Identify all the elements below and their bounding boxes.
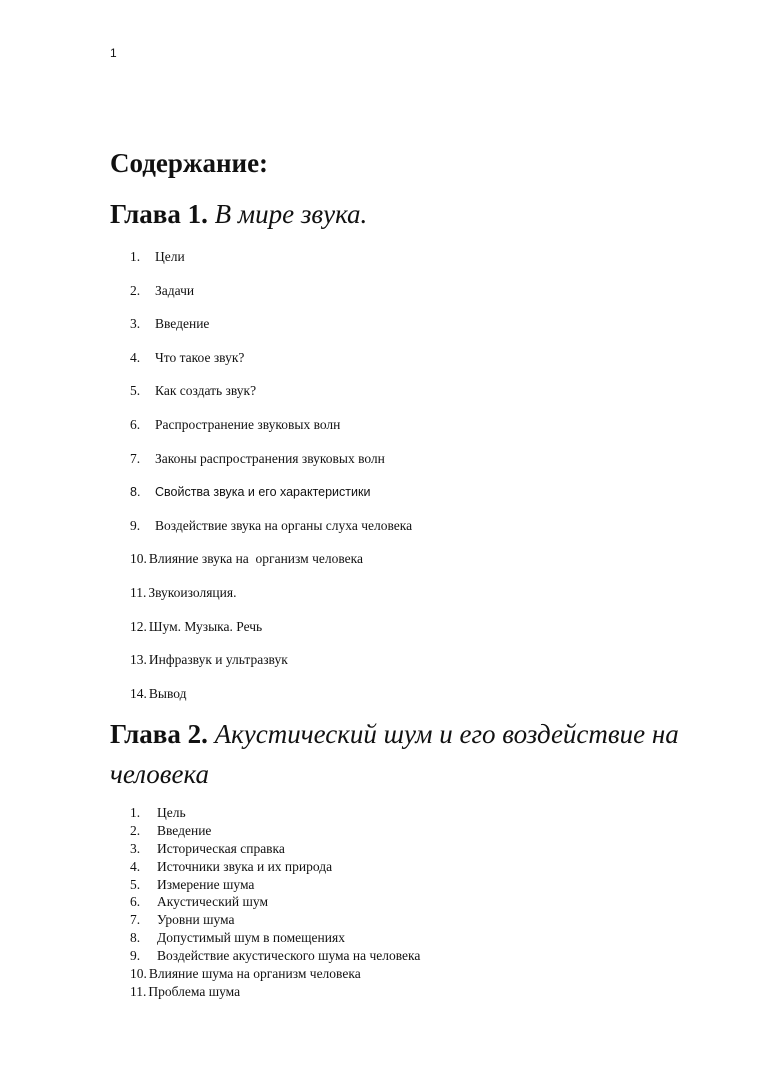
item-text: Звукоизоляция. bbox=[148, 584, 237, 600]
item-number: 7. bbox=[130, 450, 141, 466]
item-number: 9. bbox=[130, 948, 141, 964]
item-number: 5. bbox=[130, 876, 141, 892]
item-text: Цели bbox=[155, 249, 185, 264]
item-text: Инфразвук и ультразвук bbox=[148, 652, 288, 668]
page-title: Содержание: bbox=[110, 148, 269, 178]
list-item bbox=[130, 549, 412, 583]
item-number: 11. bbox=[130, 983, 147, 999]
chapter-1-list bbox=[130, 247, 412, 717]
list-item bbox=[130, 348, 412, 382]
list-item bbox=[130, 650, 412, 684]
item-text: Цель bbox=[157, 805, 186, 820]
item-text: Законы распространения звуковых волн bbox=[155, 450, 385, 466]
item-text: Распространение звуковых волн bbox=[155, 416, 341, 432]
list-item bbox=[130, 516, 412, 550]
page-number: 1 bbox=[110, 46, 117, 60]
chapter-2-title: Акустический шум и его воздействие на человека bbox=[110, 719, 679, 789]
item-text: Уровни шума bbox=[157, 912, 235, 928]
item-text: Что такое звук? bbox=[155, 349, 245, 365]
list-item bbox=[130, 893, 420, 911]
list-item bbox=[130, 449, 412, 483]
list-item bbox=[130, 281, 412, 315]
item-text: Задачи bbox=[155, 282, 195, 298]
chapter-1-label: Глава 1. bbox=[110, 199, 208, 229]
list-item bbox=[130, 804, 420, 822]
item-number: 1. bbox=[130, 805, 141, 820]
item-number: 10. bbox=[130, 966, 147, 982]
item-number: 4. bbox=[130, 349, 141, 365]
list-item bbox=[130, 314, 412, 348]
list-item bbox=[130, 415, 412, 449]
list-item bbox=[130, 482, 412, 516]
item-number: 14. bbox=[130, 685, 147, 701]
item-text: Измерение шума bbox=[157, 876, 255, 892]
chapter-2-heading bbox=[110, 714, 710, 794]
item-number: 3. bbox=[130, 840, 141, 856]
item-text: Акустический шум bbox=[157, 894, 268, 910]
item-number: 9. bbox=[130, 517, 141, 533]
item-number: 2. bbox=[130, 822, 141, 838]
list-item bbox=[130, 929, 420, 947]
list-item bbox=[130, 876, 420, 894]
list-item bbox=[130, 947, 420, 965]
item-number: 1. bbox=[130, 249, 141, 264]
item-number: 2. bbox=[130, 282, 141, 298]
list-item bbox=[130, 983, 420, 1001]
item-text: Допустимый шум в помещениях bbox=[157, 930, 345, 946]
list-item bbox=[130, 684, 412, 718]
item-number: 11. bbox=[130, 584, 147, 600]
item-number: 3. bbox=[130, 316, 141, 332]
list-item bbox=[130, 858, 420, 876]
item-text: Воздействие звука на органы слуха человека bbox=[155, 517, 413, 533]
item-text: Шум. Музыка. Речь bbox=[148, 618, 263, 634]
item-number: 13. bbox=[130, 652, 147, 668]
item-text: Источники звука и их природа bbox=[157, 858, 333, 874]
item-text: Проблема шума bbox=[148, 983, 241, 999]
item-number: 6. bbox=[130, 416, 141, 432]
item-number: 7. bbox=[130, 912, 141, 928]
chapter-2-list bbox=[130, 804, 420, 1001]
item-text: Введение bbox=[155, 316, 210, 332]
item-number: 5. bbox=[130, 383, 141, 399]
list-item bbox=[130, 247, 412, 281]
item-number: 6. bbox=[130, 894, 141, 910]
item-text: Как создать звук? bbox=[155, 383, 257, 399]
item-text: Влияние звука на организм человека bbox=[148, 551, 363, 567]
chapter-1-title: В мире звука. bbox=[214, 199, 368, 229]
list-item bbox=[130, 822, 420, 840]
item-text: Введение bbox=[157, 822, 212, 838]
item-text: Вывод bbox=[148, 685, 187, 701]
list-item bbox=[130, 381, 412, 415]
list-item bbox=[130, 840, 420, 858]
item-text: Свойства звука и его характеристики bbox=[155, 485, 371, 500]
list-item bbox=[130, 965, 420, 983]
list-item bbox=[130, 583, 412, 617]
list-item bbox=[130, 617, 412, 651]
item-number: 8. bbox=[130, 930, 141, 946]
list-item bbox=[130, 911, 420, 929]
chapter-2-label: Глава 2. bbox=[110, 719, 208, 749]
item-text: Влияние шума на организм человека bbox=[148, 966, 361, 982]
item-number: 10. bbox=[130, 551, 147, 567]
item-number: 8. bbox=[130, 485, 141, 500]
item-number: 12. bbox=[130, 618, 147, 634]
item-number: 4. bbox=[130, 858, 141, 874]
chapter-1-heading bbox=[110, 194, 710, 234]
item-text: Воздействие акустического шума на человека bbox=[157, 948, 421, 964]
item-text: Историческая справка bbox=[157, 840, 285, 856]
